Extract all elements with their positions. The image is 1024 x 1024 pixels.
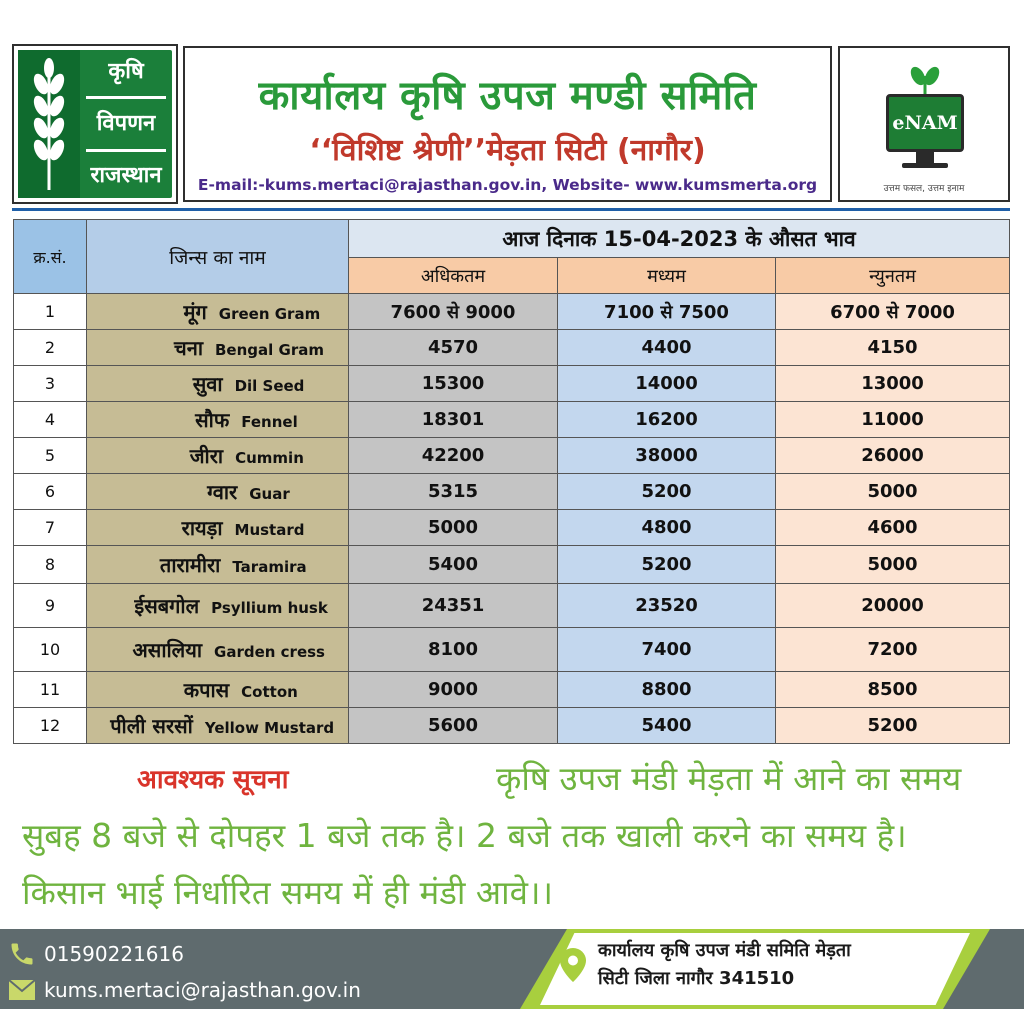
cell-mid-price: 7100 से 7500: [558, 294, 776, 330]
commodity-hindi: रायड़ा: [181, 516, 223, 540]
cell-sno: 4: [14, 402, 87, 438]
wheat-icon: [18, 50, 80, 198]
header-divider: [12, 208, 1010, 211]
table-row: [14, 510, 1010, 546]
cell-max-price: 5315: [349, 474, 558, 510]
cell-mid-price: 8800: [558, 672, 776, 708]
commodity-hindi: मूंग: [183, 300, 207, 324]
cell-mid-price: 38000: [558, 438, 776, 474]
cell-min-price: 20000: [776, 584, 1010, 628]
enam-tagline: उत्तम फसल, उत्तम इनाम: [883, 184, 965, 194]
cell-max-price: 5400: [349, 546, 558, 584]
envelope-icon: [8, 979, 36, 1001]
cell-mid-price: 5200: [558, 474, 776, 510]
cell-max-price: 7600 से 9000: [349, 294, 558, 330]
cell-max-price: 9000: [349, 672, 558, 708]
cell-max-price: 15300: [349, 366, 558, 402]
commodity-english: Cummin: [235, 449, 304, 467]
cell-commodity: [87, 584, 349, 628]
contact-line: E-mail:-kums.mertaci@rajasthan.gov.in, Website- www.kumsmerta.org: [197, 176, 818, 194]
commodity-hindi: सुवा: [192, 372, 223, 396]
enam-label: eNAM: [886, 94, 964, 152]
cell-commodity: [87, 438, 349, 474]
col-header-name: जिन्स का नाम: [87, 220, 349, 294]
commodity-english: Mustard: [234, 521, 305, 539]
cell-sno: 10: [14, 628, 87, 672]
cell-sno: 2: [14, 330, 87, 366]
commodity-english: Guar: [249, 485, 290, 503]
cell-max-price: 4570: [349, 330, 558, 366]
logo-line-1: कृषि: [108, 58, 144, 84]
phone-number: 01590221616: [44, 942, 184, 966]
cell-sno: 9: [14, 584, 87, 628]
cell-mid-price: 7400: [558, 628, 776, 672]
commodity-hindi: असालिया: [132, 638, 203, 662]
table-row: [14, 546, 1010, 584]
table-row: [14, 402, 1010, 438]
commodity-hindi: पीली सरसों: [110, 714, 193, 738]
cell-min-price: 5000: [776, 546, 1010, 584]
cell-min-price: 11000: [776, 402, 1010, 438]
header-title-box: [183, 46, 832, 202]
table-row: [14, 474, 1010, 510]
commodity-english: Psyllium husk: [211, 599, 328, 617]
cell-sno: 11: [14, 672, 87, 708]
commodity-english: Garden cress: [214, 643, 325, 661]
table-row: [14, 366, 1010, 402]
cell-mid-price: 4400: [558, 330, 776, 366]
cell-sno: 7: [14, 510, 87, 546]
cell-max-price: 8100: [349, 628, 558, 672]
cell-mid-price: 23520: [558, 584, 776, 628]
krishi-vipnan-logo: [12, 44, 178, 204]
cell-commodity: [87, 546, 349, 584]
cell-sno: 1: [14, 294, 87, 330]
commodity-english: Cotton: [241, 683, 298, 701]
cell-sno: 8: [14, 546, 87, 584]
avg-price-header: आज दिनाक 15-04-2023 के औसत भाव: [349, 220, 1010, 258]
cell-commodity: [87, 330, 349, 366]
office-title: कार्यालय कृषि उपज मण्डी समिति: [258, 73, 757, 119]
cell-mid-price: 5200: [558, 546, 776, 584]
cell-min-price: 13000: [776, 366, 1010, 402]
cell-sno: 6: [14, 474, 87, 510]
table-row: [14, 584, 1010, 628]
price-table: [13, 219, 1010, 744]
commodity-hindi: ईसबगोल: [134, 594, 200, 618]
table-row: [14, 708, 1010, 744]
col-header-min: न्युनतम: [776, 258, 1010, 294]
cell-sno: 12: [14, 708, 87, 744]
commodity-hindi: सौफ: [195, 408, 230, 432]
cell-commodity: [87, 402, 349, 438]
cell-mid-price: 16200: [558, 402, 776, 438]
footer-email: [8, 978, 361, 1002]
cell-commodity: [87, 474, 349, 510]
cell-commodity: [87, 510, 349, 546]
cell-min-price: 8500: [776, 672, 1010, 708]
location-pin-icon: [560, 948, 586, 982]
commodity-hindi: चना: [174, 336, 203, 360]
cell-min-price: 5000: [776, 474, 1010, 510]
cell-min-price: 26000: [776, 438, 1010, 474]
table-row: [14, 438, 1010, 474]
table-row: [14, 294, 1010, 330]
notice-text: कृषि उपज मंडी मेड़ता में आने का समय सुबह 8 बजे से दोपहर 1 बजे तक है। 2 बजे तक खाली करने का समय है। किसान भाई निर्धारित समय में ही मंडी आवे।।: [22, 759, 962, 912]
cell-commodity: [87, 628, 349, 672]
enam-logo: [838, 46, 1010, 202]
footer-address: [560, 937, 960, 993]
cell-min-price: 4600: [776, 510, 1010, 546]
office-subtitle: ‘‘विशिष्ट श्रेणी’’मेड़ता सिटी (नागौर): [309, 133, 706, 168]
commodity-english: Yellow Mustard: [204, 719, 335, 737]
cell-max-price: 24351: [349, 584, 558, 628]
cell-sno: 5: [14, 438, 87, 474]
table-row: [14, 672, 1010, 708]
commodity-hindi: जीरा: [189, 444, 224, 468]
cell-min-price: 6700 से 7000: [776, 294, 1010, 330]
commodity-english: Fennel: [241, 413, 298, 431]
cell-min-price: 5200: [776, 708, 1010, 744]
commodity-english: Dil Seed: [234, 377, 305, 395]
cell-sno: 3: [14, 366, 87, 402]
commodity-hindi: तारामीरा: [159, 553, 221, 577]
commodity-english: Bengal Gram: [215, 341, 324, 359]
sprout-icon: [910, 62, 940, 96]
cell-max-price: 42200: [349, 438, 558, 474]
cell-min-price: 4150: [776, 330, 1010, 366]
cell-mid-price: 14000: [558, 366, 776, 402]
table-row: [14, 330, 1010, 366]
address-line-1: कार्यालय कृषि उपज मंडी समिति मेड़ता: [598, 940, 851, 961]
address-line-2: सिटी जिला नागौर 341510: [598, 968, 795, 989]
notice-label: आवश्यक सूचना: [137, 765, 289, 795]
email-address: kums.mertaci@rajasthan.gov.in: [44, 978, 361, 1002]
cell-commodity: [87, 294, 349, 330]
cell-commodity: [87, 708, 349, 744]
commodity-english: Taramira: [232, 558, 307, 576]
phone-icon: [8, 940, 36, 968]
cell-max-price: 18301: [349, 402, 558, 438]
cell-min-price: 7200: [776, 628, 1010, 672]
commodity-english: Green Gram: [218, 305, 321, 323]
cell-max-price: 5000: [349, 510, 558, 546]
cell-commodity: [87, 366, 349, 402]
footer-phone: [8, 940, 184, 968]
cell-commodity: [87, 672, 349, 708]
commodity-hindi: कपास: [183, 678, 230, 702]
commodity-hindi: ग्वार: [207, 480, 238, 504]
cell-mid-price: 5400: [558, 708, 776, 744]
logo-line-2: विपणन: [96, 110, 156, 136]
table-row: [14, 628, 1010, 672]
col-header-mid: मध्यम: [558, 258, 776, 294]
cell-max-price: 5600: [349, 708, 558, 744]
logo-line-3: राजस्थान: [90, 163, 162, 189]
col-header-max: अधिकतम: [349, 258, 558, 294]
cell-mid-price: 4800: [558, 510, 776, 546]
col-header-sno: क्र.सं.: [14, 220, 87, 294]
